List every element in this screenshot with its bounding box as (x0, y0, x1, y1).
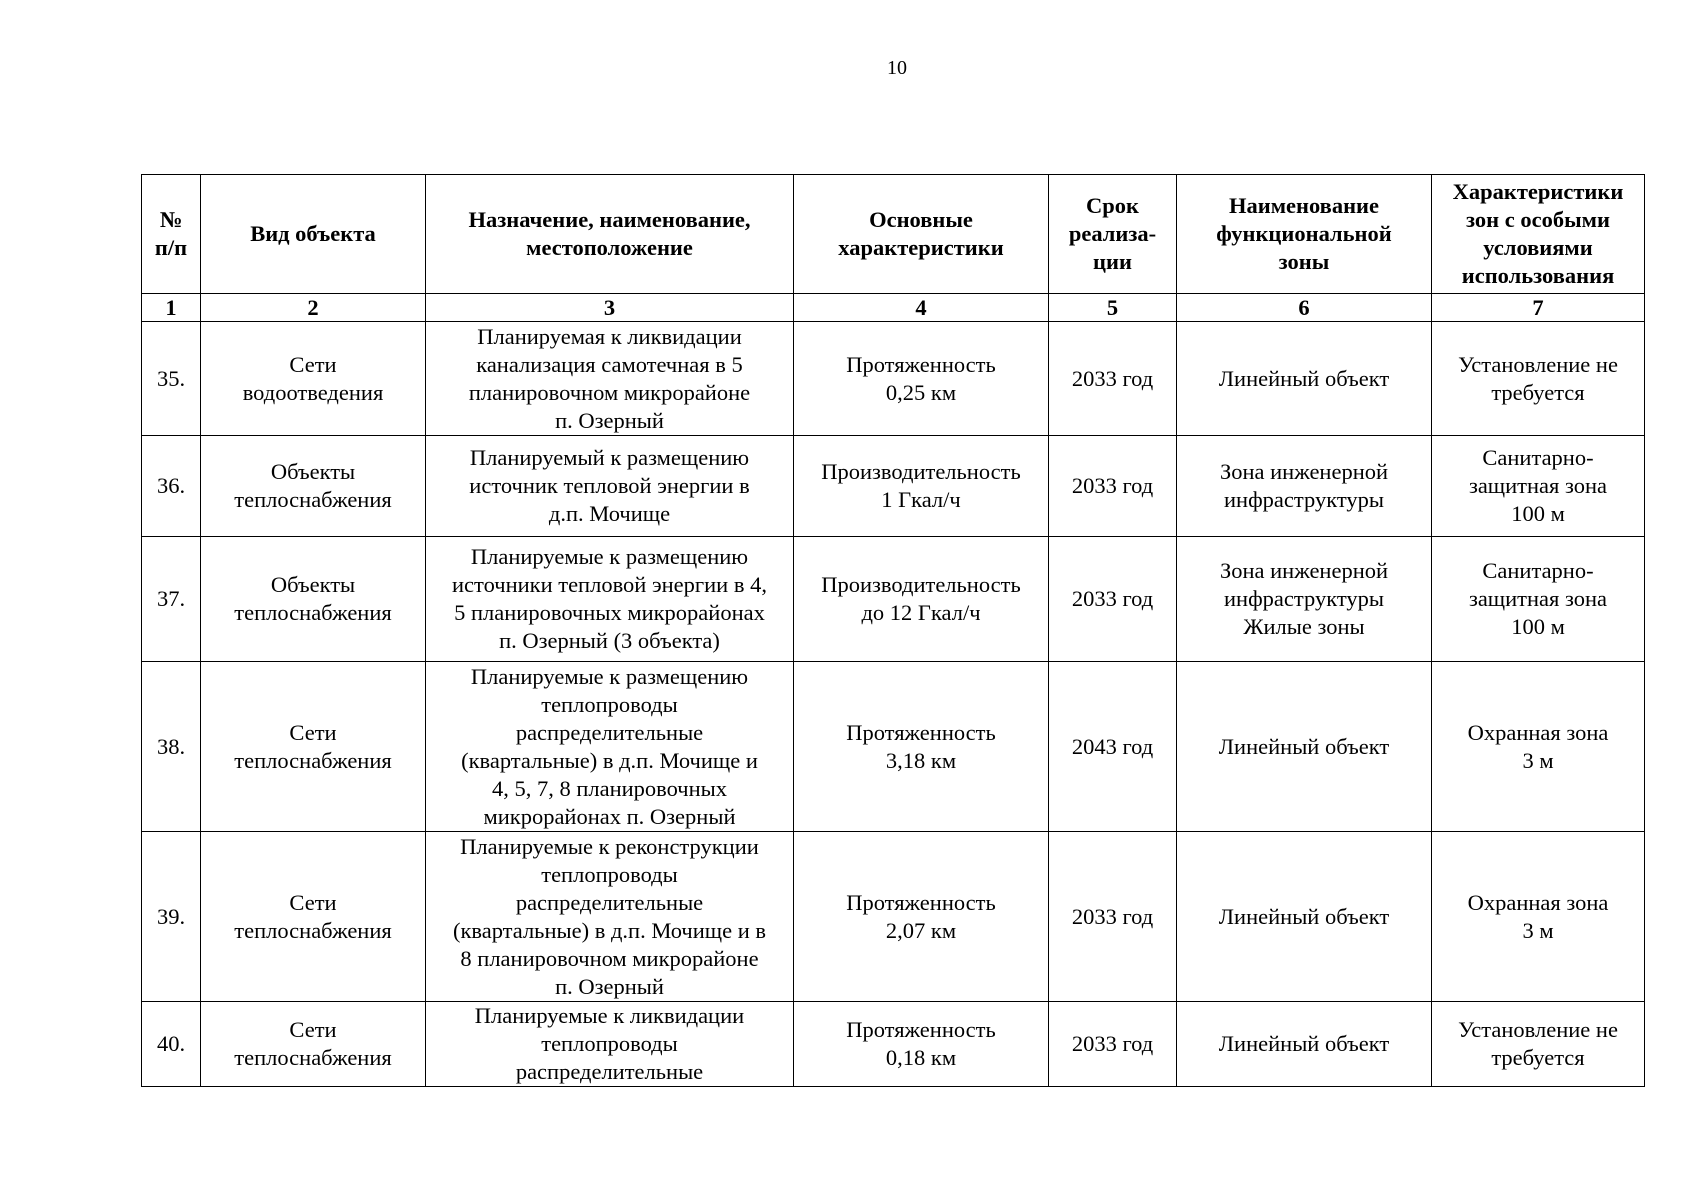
column-index: 4 (794, 294, 1049, 322)
objects-table (141, 174, 1645, 1087)
functional-zone-cell: Линейный объект (1177, 662, 1432, 832)
table-row (142, 537, 1645, 662)
purpose-cell: Планируемые к размещению теплопроводы распределительные (квартальные) в д.п. Мочище и 4, 5, 7, 8 планировочных микрорайонах п. Озерный (426, 662, 794, 832)
characteristics-cell: Протяженность 3,18 км (794, 662, 1049, 832)
special-zone-cell: Санитарно- защитная зона 100 м (1432, 436, 1645, 537)
row-number: 40. (142, 1002, 201, 1087)
special-zone-cell: Охранная зона 3 м (1432, 832, 1645, 1002)
header-purpose: Назначение, наименование, местоположение (426, 175, 794, 294)
row-number: 36. (142, 436, 201, 537)
characteristics-cell: Протяженность 2,07 км (794, 832, 1049, 1002)
column-index: 7 (1432, 294, 1645, 322)
object-type-cell: Сети водоотведения (201, 322, 426, 436)
term-cell: 2033 год (1049, 436, 1177, 537)
column-index: 1 (142, 294, 201, 322)
column-index: 2 (201, 294, 426, 322)
purpose-cell: Планируемые к ликвидации теплопроводы распределительные (426, 1002, 794, 1087)
table-row (142, 662, 1645, 832)
functional-zone-cell: Линейный объект (1177, 832, 1432, 1002)
term-cell: 2033 год (1049, 1002, 1177, 1087)
characteristics-cell: Производительность 1 Гкал/ч (794, 436, 1049, 537)
table-row (142, 1002, 1645, 1087)
characteristics-cell: Протяженность 0,18 км (794, 1002, 1049, 1087)
row-number: 37. (142, 537, 201, 662)
purpose-cell: Планируемые к размещению источники тепловой энергии в 4, 5 планировочных микрорайонах п. Озерный (3 объекта) (426, 537, 794, 662)
term-cell: 2043 год (1049, 662, 1177, 832)
term-cell: 2033 год (1049, 832, 1177, 1002)
table-row (142, 322, 1645, 436)
characteristics-cell: Протяженность 0,25 км (794, 322, 1049, 436)
object-type-cell: Объекты теплоснабжения (201, 537, 426, 662)
table-row (142, 436, 1645, 537)
term-cell: 2033 год (1049, 322, 1177, 436)
purpose-cell: Планируемая к ликвидации канализация самотечная в 5 планировочном микрорайоне п. Озерный (426, 322, 794, 436)
special-zone-cell: Установление не требуется (1432, 322, 1645, 436)
column-index-row (142, 294, 1645, 322)
header-functional-zone: Наименование функциональной зоны (1177, 175, 1432, 294)
purpose-cell: Планируемые к реконструкции теплопроводы распределительные (квартальные) в д.п. Мочище и в 8 планировочном микрорайоне п. Озерный (426, 832, 794, 1002)
special-zone-cell: Установление не требуется (1432, 1002, 1645, 1087)
special-zone-cell: Санитарно- защитная зона 100 м (1432, 537, 1645, 662)
functional-zone-cell: Линейный объект (1177, 1002, 1432, 1087)
header-special-zone: Характеристики зон с особыми условиями использования (1432, 175, 1645, 294)
column-index: 6 (1177, 294, 1432, 322)
header-term: Срок реализа- ции (1049, 175, 1177, 294)
header-object-type: Вид объекта (201, 175, 426, 294)
term-cell: 2033 год (1049, 537, 1177, 662)
row-number: 38. (142, 662, 201, 832)
column-index: 5 (1049, 294, 1177, 322)
object-type-cell: Сети теплоснабжения (201, 662, 426, 832)
header-number: № п/п (142, 175, 201, 294)
column-index: 3 (426, 294, 794, 322)
functional-zone-cell: Зона инженерной инфраструктуры (1177, 436, 1432, 537)
functional-zone-cell: Линейный объект (1177, 322, 1432, 436)
table-header-row (142, 175, 1645, 294)
characteristics-cell: Производительность до 12 Гкал/ч (794, 537, 1049, 662)
object-type-cell: Сети теплоснабжения (201, 832, 426, 1002)
object-type-cell: Сети теплоснабжения (201, 1002, 426, 1087)
row-number: 35. (142, 322, 201, 436)
functional-zone-cell: Зона инженерной инфраструктуры Жилые зоны (1177, 537, 1432, 662)
object-type-cell: Объекты теплоснабжения (201, 436, 426, 537)
row-number: 39. (142, 832, 201, 1002)
special-zone-cell: Охранная зона 3 м (1432, 662, 1645, 832)
page-number: 10 (887, 57, 907, 79)
table-row (142, 832, 1645, 1002)
purpose-cell: Планируемый к размещению источник тепловой энергии в д.п. Мочище (426, 436, 794, 537)
header-characteristics: Основные характеристики (794, 175, 1049, 294)
